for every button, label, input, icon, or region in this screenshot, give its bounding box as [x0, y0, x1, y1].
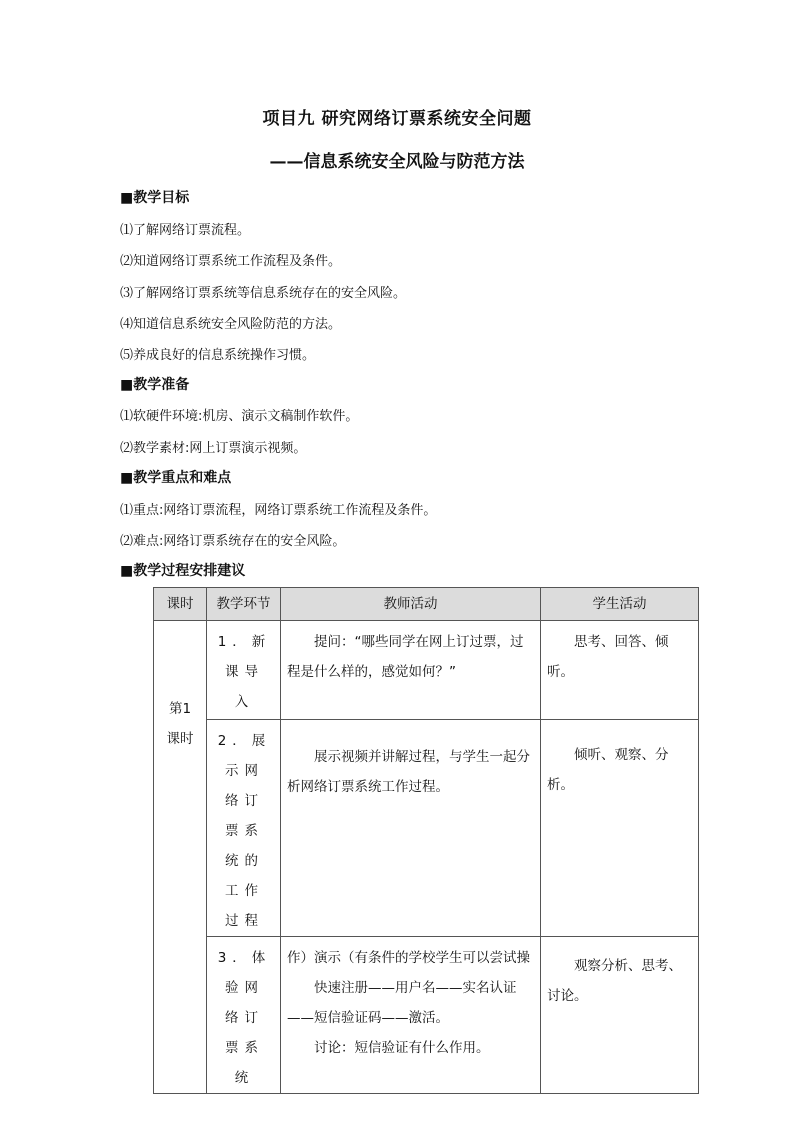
teacher-activity-text: 展示视频并讲解过程，与学生一起分析网络订票系统工作过程。 — [287, 749, 530, 795]
student-activity-text: 思考、回答、倾听。 — [547, 634, 669, 680]
preparation-item: ⑴软硬件环境:机房、演示文稿制作软件。 — [120, 409, 359, 424]
column-header: 学生活动 — [541, 588, 699, 621]
document-subtitle: ——信息系统安全风险与防范方法 — [269, 152, 525, 172]
key-point-item: ⑴重点:网络订票流程，网络订票系统工作流程及条件。 — [120, 503, 437, 518]
goal-item: ⑶了解网络订票系统等信息系统存在的安全风险。 — [120, 286, 407, 301]
table-row — [154, 937, 699, 1094]
teacher-activity-text: 快速注册——用户名——实名认证——短信验证码——激活。 — [287, 980, 517, 1026]
table-row — [154, 621, 699, 720]
lesson-plan-table — [153, 587, 699, 1094]
step-cell: 2．展示网络订票系统的工作过程 — [207, 720, 281, 937]
student-activity-text: 倾听、观察、分析。 — [547, 747, 669, 793]
key-point-item: ⑵难点:网络订票系统存在的安全风险。 — [120, 534, 346, 549]
goal-item: ⑵知道网络订票系统工作流程及条件。 — [120, 254, 342, 269]
step-cell: 3．体验网络订票系统 — [207, 937, 281, 1094]
student-activity-cell — [541, 621, 699, 720]
teacher-activity-text: 作）演示（有条件的学校学生可以尝试操 — [287, 950, 530, 966]
section-heading-key-points: ■教学重点和难点 — [120, 470, 232, 486]
teacher-activity-cell — [281, 621, 541, 720]
period-label: 第1课时 — [166, 700, 194, 747]
step-cell: 1．新课导入 — [207, 621, 281, 720]
column-header: 课时 — [154, 588, 207, 621]
section-heading-process: ■教学过程安排建议 — [120, 563, 246, 579]
column-header: 教师活动 — [281, 588, 541, 621]
teacher-activity-text: 讨论：短信验证有什么作用。 — [314, 1040, 490, 1056]
section-heading-goals: ■教学目标 — [120, 190, 190, 206]
document-title: 项目九 研究网络订票系统安全问题 — [262, 109, 532, 129]
student-activity-cell — [541, 937, 699, 1094]
goal-item: ⑸养成良好的信息系统操作习惯。 — [120, 348, 316, 363]
teacher-activity-cell — [281, 720, 541, 937]
teacher-activity-text: 提问：“哪些同学在网上订过票，过程是什么样的，感觉如何？” — [287, 634, 524, 680]
table-row — [154, 720, 699, 937]
goal-item: ⑴了解网络订票流程。 — [120, 223, 251, 238]
teacher-activity-cell — [281, 937, 541, 1094]
section-heading-preparation: ■教学准备 — [120, 377, 190, 393]
student-activity-cell — [541, 720, 699, 937]
goal-item: ⑷知道信息系统安全风险防范的方法。 — [120, 317, 342, 332]
table-header-row — [154, 588, 699, 621]
period-cell — [154, 621, 207, 1094]
student-activity-text: 观察分析、思考、讨论。 — [547, 958, 682, 1004]
column-header: 教学环节 — [207, 588, 281, 621]
preparation-item: ⑵教学素材:网上订票演示视频。 — [120, 441, 307, 456]
